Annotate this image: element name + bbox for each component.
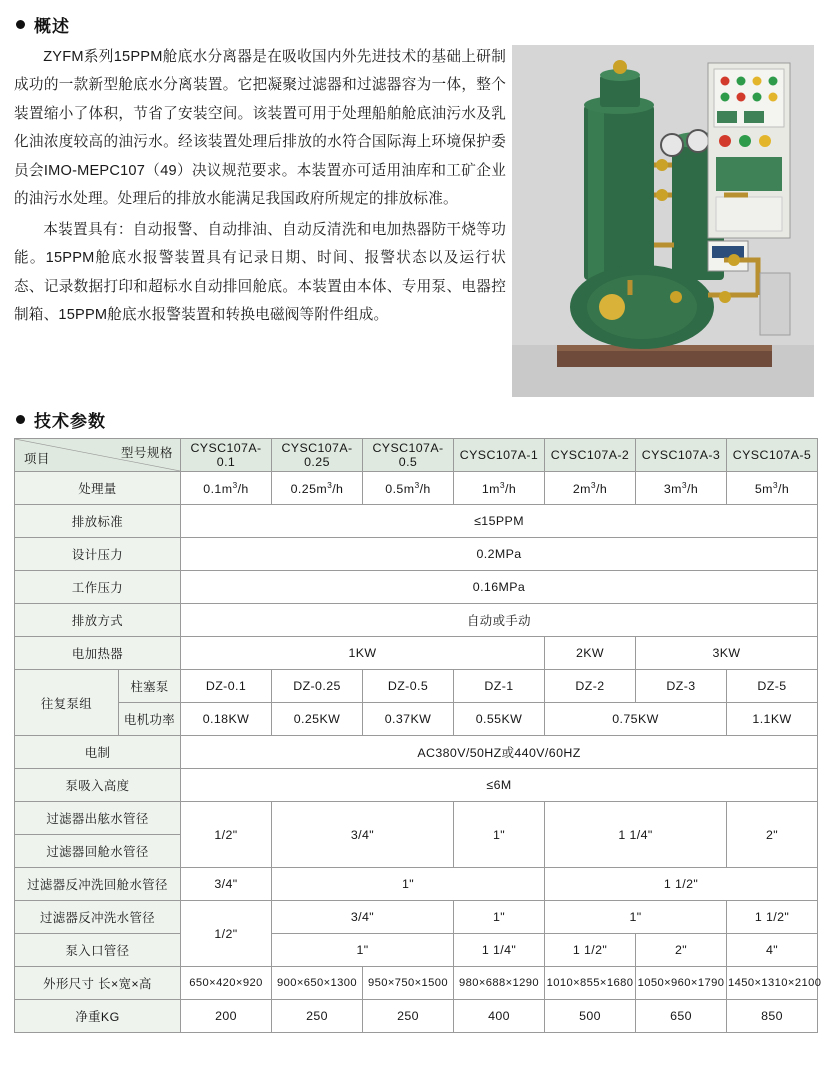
- corner-label-item: 项目: [24, 452, 50, 466]
- table-row-working-pressure: [15, 571, 818, 604]
- overview-section-heading: [16, 12, 816, 37]
- net-weight-value-1: 250: [272, 1000, 363, 1033]
- table-row-capacity: [15, 472, 818, 505]
- row-label-backwash-return-pipe: 过滤器反冲洗回舱水管径: [15, 868, 181, 901]
- bullet-icon: [16, 20, 25, 29]
- plunger-pump-value-4: DZ-2: [545, 670, 636, 703]
- row-label-dimensions: 外形尺寸 长×宽×高: [15, 967, 181, 1000]
- model-header-5: CYSC107A-3: [636, 439, 727, 472]
- filter-pipe-value-3: 1 1/4": [545, 802, 727, 868]
- row-label-filter-outlet-pipe: 过滤器出舷水管径: [15, 802, 181, 835]
- row-label-capacity: 处理量: [15, 472, 181, 505]
- electric-system-value: AC380V/50HZ或440V/60HZ: [181, 736, 818, 769]
- row-label-working-pressure: 工作压力: [15, 571, 181, 604]
- pump-inlet-value-3: 2": [636, 934, 727, 967]
- backwash-return-value-0: 3/4": [181, 868, 272, 901]
- net-weight-value-0: 200: [181, 1000, 272, 1033]
- dimensions-value-4: 1010×855×1680: [545, 967, 636, 1000]
- filter-pipe-value-2: 1": [454, 802, 545, 868]
- motor-power-value-5: 1.1KW: [727, 703, 818, 736]
- plunger-pump-value-0: DZ-0.1: [181, 670, 272, 703]
- design-pressure-value: 0.2MPa: [181, 538, 818, 571]
- table-row-pump-inlet-pipe: [15, 934, 818, 967]
- model-header-2: CYSC107A-0.5: [363, 439, 454, 472]
- overview-paragraph-1: ZYFM系列15PPM舱底水分离器是在吸收国内外先进技术的基础上研制成功的一款新型舱底水分离装置。它把凝聚过滤器和过滤器容为一体，整个装置缩小了体积，节省了安装空间。该装置可用于处理船舶舱底油污水及乳化油浓度较高的油污水。经该装置处理后排放的水符合国际海上环境保护委员会IMO-MEPC107（49）决议规范要求。本装置亦可适用油库和工矿企业的油污水处理。处理后的排放水能满足我国政府所规定的排放标准。: [14, 49, 506, 208]
- specs-section-heading: [16, 407, 816, 432]
- overview-block: [14, 43, 816, 403]
- suction-height-value: ≤6M: [181, 769, 818, 802]
- capacity-value-3: $1m^3/h$: [454, 472, 545, 505]
- corner-label-model: 型号规格: [121, 446, 173, 460]
- capacity-value-0: $0.1m^3/h$: [181, 472, 272, 505]
- filter-pipe-value-4: 2": [727, 802, 818, 868]
- capacity-value-1: $0.25m^3/h$: [272, 472, 363, 505]
- net-weight-value-6: 850: [727, 1000, 818, 1033]
- row-label-net-weight: 净重KG: [15, 1000, 181, 1033]
- filter-pipe-value-0: 1/2": [181, 802, 272, 868]
- capacity-value-6: $5m^3/h$: [727, 472, 818, 505]
- motor-power-value-2: 0.37KW: [363, 703, 454, 736]
- backwash-water-value-4: 1 1/2": [727, 901, 818, 934]
- table-row-dimensions: [15, 967, 818, 1000]
- row-label-motor-power: 电机功率: [119, 703, 181, 736]
- backwash-water-value-2: 1": [454, 901, 545, 934]
- overview-title: 概述: [34, 17, 70, 36]
- row-label-pump-group: 往复泵组: [15, 670, 119, 736]
- row-label-discharge-standard: 排放标准: [15, 505, 181, 538]
- heater-value-0: 1KW: [181, 637, 545, 670]
- overview-text: [14, 43, 506, 330]
- plunger-pump-value-3: DZ-1: [454, 670, 545, 703]
- motor-power-value-4: 0.75KW: [545, 703, 727, 736]
- table-corner-cell: [15, 439, 181, 472]
- net-weight-value-4: 500: [545, 1000, 636, 1033]
- motor-power-value-1: 0.25KW: [272, 703, 363, 736]
- capacity-value-4: $2m^3/h$: [545, 472, 636, 505]
- bullet-icon: [16, 415, 25, 424]
- row-label-filter-return-pipe: 过滤器回舱水管径: [15, 835, 181, 868]
- dimensions-value-6: 1450×1310×2100: [727, 967, 818, 1000]
- model-header-1: CYSC107A-0.25: [272, 439, 363, 472]
- row-label-suction-height: 泵吸入高度: [15, 769, 181, 802]
- backwash-water-value-3: 1": [545, 901, 727, 934]
- discharge-standard-value: ≤15PPM: [181, 505, 818, 538]
- pump-inlet-value-4: 4": [727, 934, 818, 967]
- net-weight-value-5: 650: [636, 1000, 727, 1033]
- table-row-net-weight: [15, 1000, 818, 1033]
- model-header-0: CYSC107A-0.1: [181, 439, 272, 472]
- overview-paragraph-2: 本装置具有：自动报警、自动排油、自动反清洗和电加热器防干烧等功能。15PPM舱底水报警装置具有记录日期、时间、报警状态以及运行状态、记录数据打印和超标水自动排回舱底。本装置由本体、专用泵、电器控制箱、15PPM舱底水报警装置和转换电磁阀等附件组成。: [14, 221, 506, 324]
- row-label-plunger-pump: 柱塞泵: [119, 670, 181, 703]
- table-row-electric-system: [15, 736, 818, 769]
- row-label-backwash-water-pipe: 过滤器反冲洗水管径: [15, 901, 181, 934]
- backwash-return-value-1: 1": [272, 868, 545, 901]
- dimensions-value-1: 900×650×1300: [272, 967, 363, 1000]
- model-header-3: CYSC107A-1: [454, 439, 545, 472]
- specifications-table: [14, 438, 822, 1033]
- heater-value-1: 2KW: [545, 637, 636, 670]
- plunger-pump-value-5: DZ-3: [636, 670, 727, 703]
- table-row-backwash-water-pipe: [15, 901, 818, 934]
- table-row-design-pressure: [15, 538, 818, 571]
- plunger-pump-value-6: DZ-5: [727, 670, 818, 703]
- model-header-6: CYSC107A-5: [727, 439, 818, 472]
- dimensions-value-2: 950×750×1500: [363, 967, 454, 1000]
- table-row-heater: [15, 637, 818, 670]
- model-header-4: CYSC107A-2: [545, 439, 636, 472]
- row-label-heater: 电加热器: [15, 637, 181, 670]
- backwash-water-value-0: 1/2": [181, 901, 272, 967]
- product-photo: [512, 45, 814, 397]
- plunger-pump-value-2: DZ-0.5: [363, 670, 454, 703]
- table-row-discharge-mode: [15, 604, 818, 637]
- row-label-electric-system: 电制: [15, 736, 181, 769]
- table-row-motor-power: [15, 703, 818, 736]
- filter-pipe-value-1: 3/4": [272, 802, 454, 868]
- heater-value-2: 3KW: [636, 637, 818, 670]
- specs-title: 技术参数: [34, 412, 106, 431]
- dimensions-value-0: 650×420×920: [181, 967, 272, 1000]
- capacity-value-5: $3m^3/h$: [636, 472, 727, 505]
- row-label-discharge-mode: 排放方式: [15, 604, 181, 637]
- discharge-mode-value: 自动或手动: [181, 604, 818, 637]
- pump-inlet-value-1: 1 1/4": [454, 934, 545, 967]
- backwash-return-value-2: 1 1/2": [545, 868, 818, 901]
- table-row-suction-height: [15, 769, 818, 802]
- pump-inlet-value-2: 1 1/2": [545, 934, 636, 967]
- plunger-pump-value-1: DZ-0.25: [272, 670, 363, 703]
- table-row-plunger-pump: [15, 670, 818, 703]
- net-weight-value-3: 400: [454, 1000, 545, 1033]
- row-label-pump-inlet-pipe: 泵入口管径: [15, 934, 181, 967]
- table-row-discharge-standard: [15, 505, 818, 538]
- dimensions-value-5: 1050×960×1790: [636, 967, 727, 1000]
- net-weight-value-2: 250: [363, 1000, 454, 1033]
- table-row-filter-outlet-pipe: [15, 802, 818, 835]
- backwash-water-value-1: 3/4": [272, 901, 454, 934]
- motor-power-value-3: 0.55KW: [454, 703, 545, 736]
- capacity-value-2: $0.5m^3/h$: [363, 472, 454, 505]
- row-label-design-pressure: 设计压力: [15, 538, 181, 571]
- table-header-row: [15, 439, 818, 472]
- separator-machine-illustration: [512, 45, 814, 397]
- dimensions-value-3: 980×688×1290: [454, 967, 545, 1000]
- motor-power-value-0: 0.18KW: [181, 703, 272, 736]
- pump-inlet-value-0: 1": [272, 934, 454, 967]
- table-row-backwash-return-pipe: [15, 868, 818, 901]
- working-pressure-value: 0.16MPa: [181, 571, 818, 604]
